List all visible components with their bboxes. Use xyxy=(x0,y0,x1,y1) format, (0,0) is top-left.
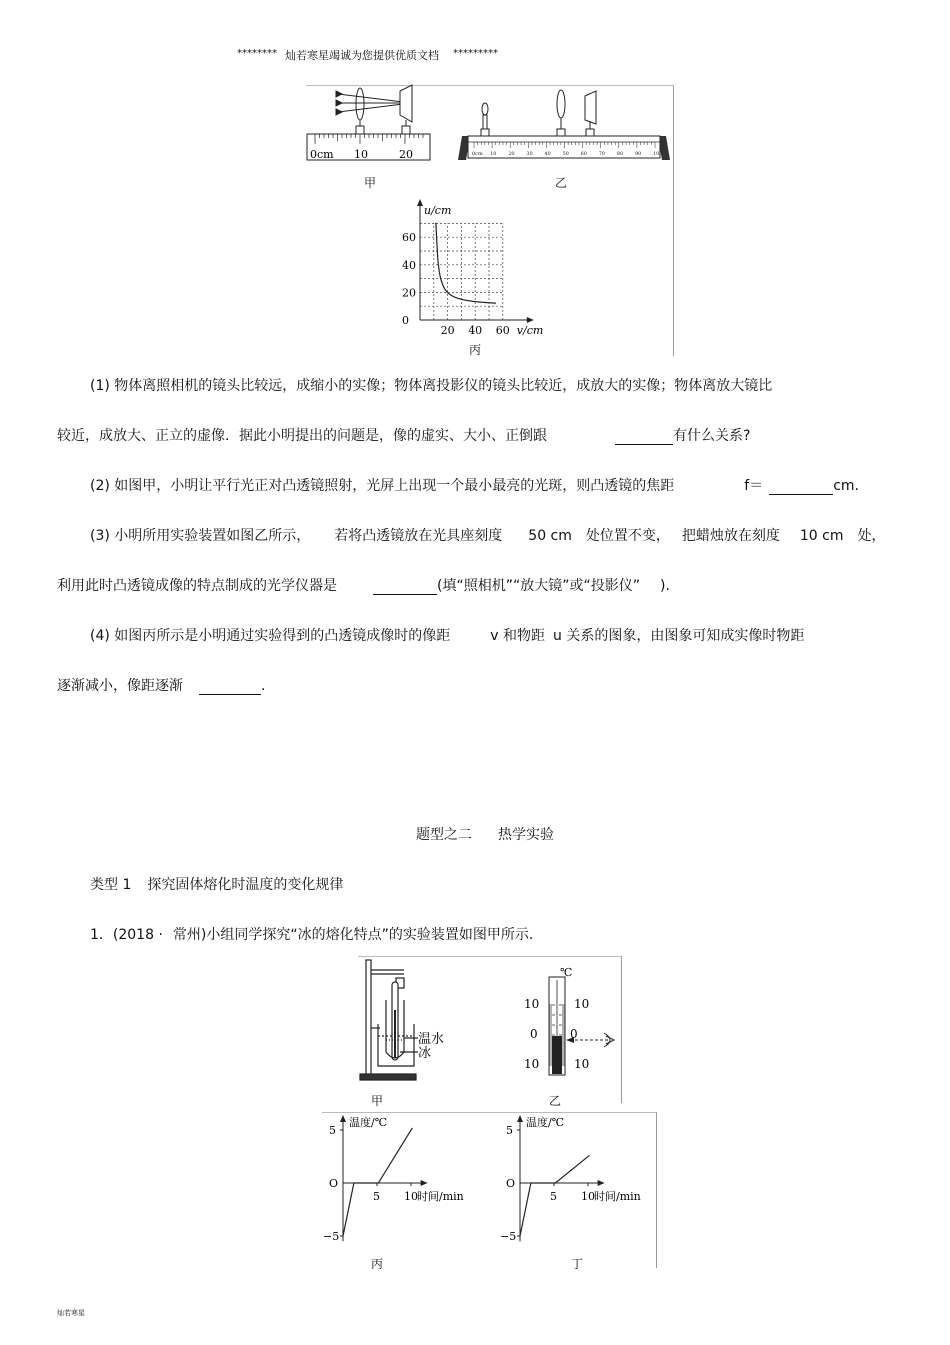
stand-apparatus xyxy=(360,960,418,1080)
x-axis-label: v/cm xyxy=(516,324,544,337)
bench-tick-label: 20 xyxy=(508,151,515,157)
type1-heading: 类型 1 探究固体熔化时温度的变化规律 xyxy=(90,877,344,893)
q4-line2: 逐渐减小，像距逐渐 . xyxy=(57,678,266,694)
x-tick-label: 10 xyxy=(581,1190,595,1203)
y-axis-label: 温度/℃ xyxy=(349,1116,388,1129)
y-tick-label: 5 xyxy=(506,1124,513,1137)
x-tick-label: 5 xyxy=(373,1190,380,1203)
x-tick-label: 5 xyxy=(550,1190,557,1203)
bench-tick-label: 30 xyxy=(526,151,533,157)
bench-tick-label: 70 xyxy=(598,151,606,157)
x-axis-label: 时间/min xyxy=(417,1190,464,1203)
temperature-curve xyxy=(343,1128,412,1236)
q4-line1: (4) 如图丙所示是小明通过实验得到的凸透镜成像时的像距 v 和物距 u 关系的图象，由图象可知成实像时物距 xyxy=(90,628,805,644)
y-tick-label: 20 xyxy=(402,286,416,300)
caption-bing-2: 丙 xyxy=(371,1257,384,1271)
bench-tick-label: 40 xyxy=(544,151,551,157)
caption-yi: 乙 xyxy=(555,176,568,190)
thermo-unit: ℃ xyxy=(560,966,573,979)
q2: (2) 如图甲，小明让平行光正对凸透镜照射，光屏上出现一个最小最亮的光斑，则凸透镜的焦距 f＝ cm. xyxy=(90,478,860,494)
q3-line2: 利用此时凸透镜成像的特点制成的光学仪器是 (填“照相机”“放大镜”或“投影仪” ). xyxy=(57,578,670,594)
thermo-label-left: 10 xyxy=(524,1057,540,1071)
header-stars-left: ******** xyxy=(237,48,277,59)
bench-tick-label: 0cm xyxy=(472,151,483,157)
caption-jia-2: 甲 xyxy=(371,1094,384,1108)
temperature-graph-bing xyxy=(323,1115,464,1243)
x-tick-label: 60 xyxy=(495,324,510,337)
x-tick-label: 10 xyxy=(404,1190,418,1203)
x-tick-label: 40 xyxy=(468,324,483,337)
label-warm-water: 温水 xyxy=(418,1032,445,1047)
thermo-label-right: 0 xyxy=(570,1027,578,1041)
x-axis-label: 时间/min xyxy=(594,1190,641,1203)
y-tick-label: 40 xyxy=(402,258,416,272)
y-tick-label: O xyxy=(506,1177,516,1190)
y-axis-label: u/cm xyxy=(424,204,452,217)
ruler-jia-label: 10 xyxy=(354,148,368,161)
q3-line1: (3) 小明所用实验装置如图乙所示， 若将凸透镜放在光具座刻度 50 cm 处位置不变， 把蜡烛放在刻度 10 cm 处， xyxy=(90,528,886,544)
caption-jia: 甲 xyxy=(364,176,377,190)
thermo-label-left: 10 xyxy=(524,997,540,1011)
temperature-graph-ding xyxy=(500,1115,641,1243)
y-axis-label: 温度/℃ xyxy=(526,1116,565,1129)
thermo-label-right: 10 xyxy=(574,997,590,1011)
q1-line1: (1) 物体离照相机的镜头比较远，成缩小的实像；物体离投影仪的镜头比较近，成放大的实像；物体离放大镜比 xyxy=(90,378,773,394)
x-tick-label: 20 xyxy=(440,324,455,337)
section-title: 题型之二 热学实验 xyxy=(416,827,554,843)
problem1: 1．(2018 · 常州)小组同学探究“冰的熔化特点”的实验装置如图甲所示. xyxy=(90,927,534,943)
bench-tick-label: 90 xyxy=(634,151,642,157)
ruler-jia-label: 20 xyxy=(399,148,413,161)
q1-line2: 较近，成放大、正立的虚像．据此小明提出的问题是，像的虚实、大小、正倒跟 有什么关系? xyxy=(57,428,751,444)
footer-text: 灿若寒星 xyxy=(57,1309,85,1317)
caption-ding-2: 丁 xyxy=(571,1257,584,1271)
y-tick-label: 60 xyxy=(402,231,416,245)
y-tick-label: −5 xyxy=(323,1230,340,1243)
y-tick-label: −5 xyxy=(500,1230,517,1243)
y-tick-label: 0 xyxy=(402,314,409,327)
ruler-jia-label: 0cm xyxy=(310,148,334,161)
label-ice: 冰 xyxy=(418,1046,432,1061)
bench-tick-label: 100 xyxy=(653,151,663,157)
bench-tick-label: 80 xyxy=(616,151,624,157)
bench-tick-label: 10 xyxy=(490,151,497,157)
caption-bing: 丙 xyxy=(469,343,482,357)
thermo-label-right: 10 xyxy=(574,1057,590,1071)
header-title: 灿若寒星竭诚为您提供优质文档 xyxy=(285,49,439,62)
y-tick-label: 5 xyxy=(329,1124,336,1137)
bench-tick-label: 50 xyxy=(562,151,569,157)
thermo-label-left: 0 xyxy=(530,1027,538,1041)
caption-yi-2: 乙 xyxy=(549,1094,562,1108)
y-tick-label: O xyxy=(329,1177,339,1190)
bench-tick-label: 60 xyxy=(580,151,587,157)
header-stars-right: ********* xyxy=(453,48,498,59)
